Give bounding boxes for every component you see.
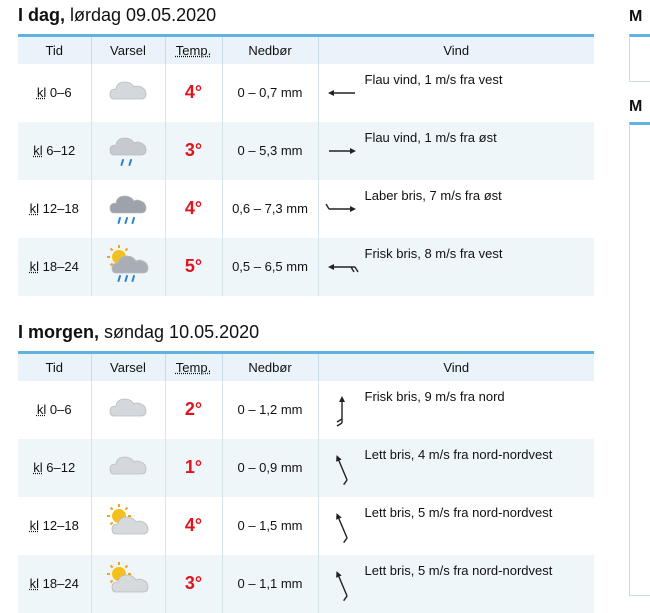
side-panel-heading: M (629, 8, 643, 25)
kl-abbr[interactable]: kl (29, 518, 40, 533)
wind-description: Frisk bris, 8 m/s fra vest (364, 245, 503, 261)
temperature: 4° (165, 64, 222, 122)
precipitation: 0 – 0,7 mm (222, 64, 318, 122)
weather-symbol-rain-icon (91, 180, 165, 238)
weather-symbol-sun-rain-icon (91, 238, 165, 296)
kl-abbr[interactable]: kl (29, 576, 40, 591)
col-header-wind: Vind (318, 353, 594, 381)
precipitation: 0,5 – 6,5 mm (222, 238, 318, 296)
weather-symbol-cloudy-icon (91, 381, 165, 439)
time-cell (18, 555, 91, 613)
wind-cell (318, 64, 594, 122)
kl-abbr[interactable]: kl (36, 85, 47, 100)
time-cell (18, 381, 91, 439)
wind-arrow-east-icon (322, 189, 362, 229)
col-header-temp[interactable] (165, 36, 222, 64)
time-cell (18, 439, 91, 497)
temperature: 1° (165, 439, 222, 497)
weather-symbol-partly-cloudy-icon (91, 555, 165, 613)
precipitation: 0 – 0,9 mm (222, 439, 318, 497)
table-row (18, 381, 594, 439)
time-range: 12–18 (39, 518, 79, 533)
side-panel-box (629, 34, 650, 82)
forecast-table-today (18, 34, 594, 296)
time-cell (18, 238, 91, 296)
wind-cell (318, 555, 594, 613)
weather-symbol-light-rain-icon (91, 122, 165, 180)
wind-description: Lett bris, 5 m/s fra nord-nordvest (364, 562, 553, 578)
kl-abbr[interactable]: kl (33, 460, 43, 475)
col-header-temp[interactable] (165, 353, 222, 381)
table-row (18, 122, 594, 180)
wind-description: Laber bris, 7 m/s fra øst (364, 187, 502, 203)
day-title-bold: I morgen, (18, 322, 100, 342)
wind-description: Flau vind, 1 m/s fra vest (364, 71, 503, 87)
wind-cell (318, 381, 594, 439)
side-panel-box (629, 122, 650, 596)
time-cell (18, 180, 91, 238)
temperature: 4° (165, 180, 222, 238)
time-cell (18, 122, 91, 180)
wind-description: Lett bris, 4 m/s fra nord-nordvest (364, 446, 553, 462)
col-header-time: Tid (18, 353, 91, 381)
time-range: 18–24 (39, 576, 79, 591)
col-header-precip: Nedbør (222, 36, 318, 64)
wind-cell (318, 180, 594, 238)
precipitation: 0 – 1,5 mm (222, 497, 318, 555)
precipitation: 0 – 1,1 mm (222, 555, 318, 613)
wind-arrow-east-icon (322, 131, 362, 171)
day-title-date: lørdag 09.05.2020 (65, 5, 217, 25)
col-header-forecast: Varsel (91, 36, 165, 64)
side-panel-heading: M (629, 98, 643, 115)
wind-arrow-west-icon (322, 73, 362, 113)
temperature: 4° (165, 497, 222, 555)
temperature: 3° (165, 122, 222, 180)
kl-abbr[interactable]: kl (36, 402, 47, 417)
wind-description: Frisk bris, 9 m/s fra nord (364, 388, 505, 404)
table-row (18, 439, 594, 497)
col-header-wind: Vind (318, 36, 594, 64)
table-row (18, 497, 594, 555)
day-title (18, 322, 259, 343)
kl-abbr[interactable]: kl (33, 143, 43, 158)
temperature: 3° (165, 555, 222, 613)
day-title-bold: I dag, (18, 5, 66, 25)
wind-description: Lett bris, 5 m/s fra nord-nordvest (364, 504, 553, 520)
time-range: 6–12 (42, 143, 76, 158)
precipitation: 0 – 5,3 mm (222, 122, 318, 180)
table-row (18, 555, 594, 613)
precipitation: 0 – 1,2 mm (222, 381, 318, 439)
table-row (18, 180, 594, 238)
weather-symbol-cloudy-icon (91, 64, 165, 122)
time-cell (18, 497, 91, 555)
col-header-forecast: Varsel (91, 353, 165, 381)
day-title (18, 5, 216, 26)
col-header-precip: Nedbør (222, 353, 318, 381)
table-row (18, 238, 594, 296)
wind-cell (318, 497, 594, 555)
forecast-table-tomorrow (18, 351, 594, 613)
weather-symbol-partly-cloudy-icon (91, 497, 165, 555)
wind-arrow-north-northwest-icon (322, 564, 362, 604)
temp-abbr[interactable]: Temp. (175, 42, 212, 58)
temperature: 5° (165, 238, 222, 296)
col-header-time: Tid (18, 36, 91, 64)
wind-arrow-west-icon (322, 247, 362, 287)
time-range: 18–24 (39, 259, 79, 274)
temperature: 2° (165, 381, 222, 439)
precipitation: 0,6 – 7,3 mm (222, 180, 318, 238)
wind-cell (318, 439, 594, 497)
kl-abbr[interactable]: kl (29, 259, 40, 274)
time-range: 0–6 (46, 85, 72, 100)
temp-abbr[interactable]: Temp. (175, 359, 212, 375)
wind-arrow-north-northwest-icon (322, 506, 362, 546)
time-cell (18, 64, 91, 122)
wind-arrow-north-northwest-icon (322, 448, 362, 488)
wind-description: Flau vind, 1 m/s fra øst (364, 129, 497, 145)
time-range: 12–18 (39, 201, 79, 216)
table-row (18, 64, 594, 122)
wind-cell (318, 122, 594, 180)
weather-symbol-cloudy-icon (91, 439, 165, 497)
day-title-date: søndag 10.05.2020 (99, 322, 260, 342)
wind-arrow-north-icon (322, 390, 362, 430)
time-range: 6–12 (42, 460, 76, 475)
kl-abbr[interactable]: kl (29, 201, 40, 216)
wind-cell (318, 238, 594, 296)
time-range: 0–6 (46, 402, 72, 417)
